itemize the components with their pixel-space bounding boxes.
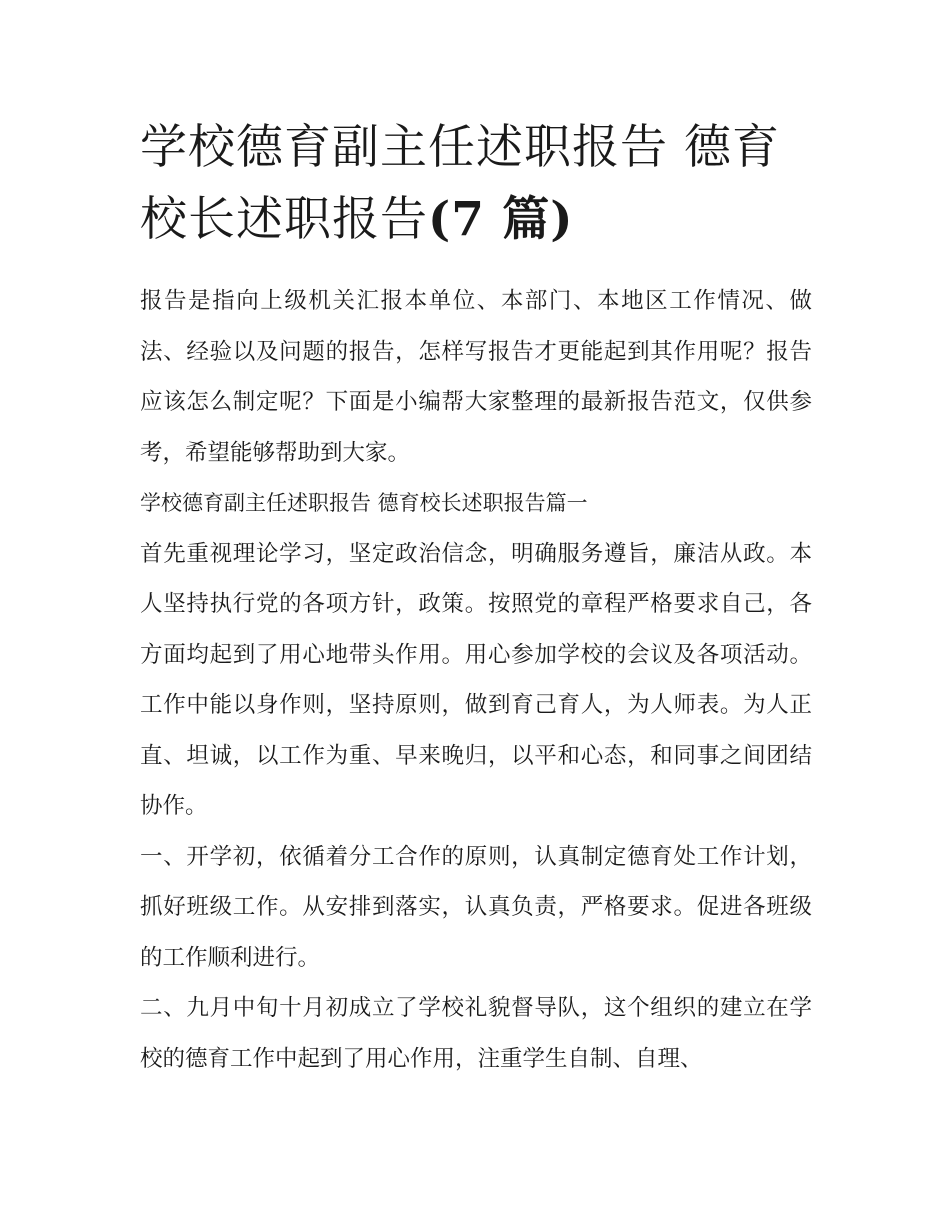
body-paragraph-1: 首先重视理论学习，坚定政治信念，明确服务遵旨，廉洁从政。本人坚持执行党的各项方针，政策。按照党的章程严格要求自己，各方面均起到了用心地带头作用。用心参加学校的会议及各项活动。工作中能以身作则，坚持原则，做到育己育人，为人师表。为人正直、坦诚，以工作为重、早来晚归，以平和心态，和同事之间团结协作。 [140, 540, 812, 819]
body-paragraph-2: 一、开学初，依循着分工合作的原则，认真制定德育处工作计划，抓好班级工作。从安排到落实，认真负责，严格要求。促进各班级的工作顺利进行。 [140, 843, 812, 971]
title-line-1: 学校德育副主任述职报告 德育 [140, 120, 780, 175]
title-line-2-prefix: 校长述职报告 [140, 192, 428, 247]
intro-paragraph: 报告是指向上级机关汇报本单位、本部门、本地区工作情况、做法、经验以及问题的报告，怎样写报告才更能起到其作用呢？报告应该怎么制定呢？下面是小编帮大家整理的最新报告范文，仅供参考，希望能够帮助到大家。 [140, 288, 812, 466]
document-title [140, 112, 820, 256]
title-line-2-suffix: (7 篇) [428, 192, 574, 247]
body-paragraph-3: 二、九月中旬十月初成立了学校礼貌督导队，这个组织的建立在学校的德育工作中起到了用心作用，注重学生自制、自理、 [140, 995, 812, 1072]
section-heading: 学校德育副主任述职报告 德育校长述职报告篇一 [140, 491, 588, 515]
document-body [140, 276, 812, 1084]
